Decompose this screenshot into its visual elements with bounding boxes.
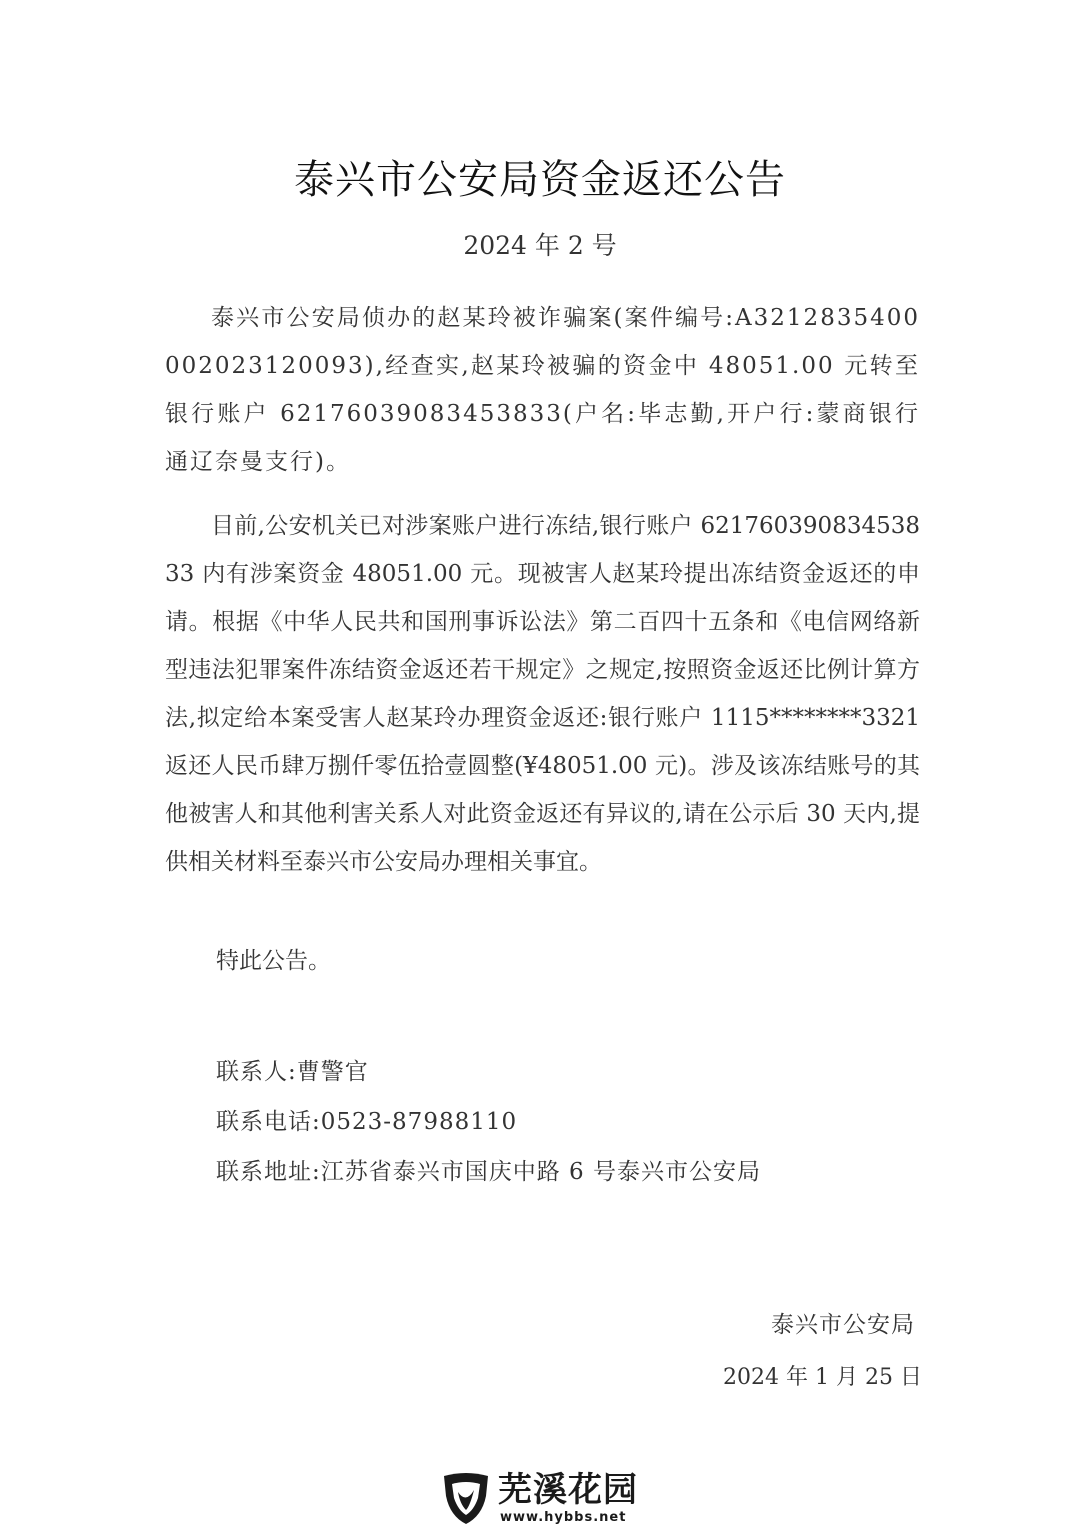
issuer-signature: 泰兴市公安局 <box>771 1312 915 1338</box>
watermark-url: www.hybbs.net <box>500 1510 627 1525</box>
site-watermark <box>440 1470 645 1528</box>
issue-date: 2024 年 1 月 25 日 <box>723 1365 922 1390</box>
watermark-name: 芜溪花园 <box>498 1470 638 1510</box>
closing-statement: 特此公告。 <box>216 948 331 974</box>
contact-phone: 联系电话:0523-87988110 <box>216 1109 518 1135</box>
paragraph-refund-notice: 目前,公安机关已对涉案账户进行冻结,银行账户 62176039083453833 内有涉案资金 48051.00 元。现被害人赵某玲提出冻结资金返还的申请。根据《中华人民共和国刑事诉讼法》第二百四十五条和《电信网络新型违法犯罪案件冻结资金返还若干规定》之规定,按照资金返还比例计算方法,拟定给本案受害人赵某玲办理资金返还:银行账户 1115********3321 返还人民币肆万捌仟零伍拾壹圆整(¥48051.00 元)。涉及该冻结账号的其他被害人和其他利害关系人对此资金返还有异议的,请在公示后 30 天内,提供相关材料至泰兴市公安局办理相关事宜。 <box>165 513 920 875</box>
page-title: 泰兴市公安局资金返还公告 <box>294 157 786 203</box>
contact-address: 联系地址:江苏省泰兴市国庆中路 6 号泰兴市公安局 <box>216 1159 762 1185</box>
document-number: 2024 年 2 号 <box>463 231 617 260</box>
shield-logo-icon <box>440 1470 492 1526</box>
contact-person: 联系人:曹警官 <box>216 1059 369 1085</box>
paragraph-case-details: 泰兴市公安局侦办的赵某玲被诈骗案(案件编号:A3212835400002023120093),经查实,赵某玲被骗的资金中 48051.00 元转至银行账户 62176039083453833(户名:毕志勤,开户行:蒙商银行通辽奈曼支行)。 <box>165 305 920 475</box>
